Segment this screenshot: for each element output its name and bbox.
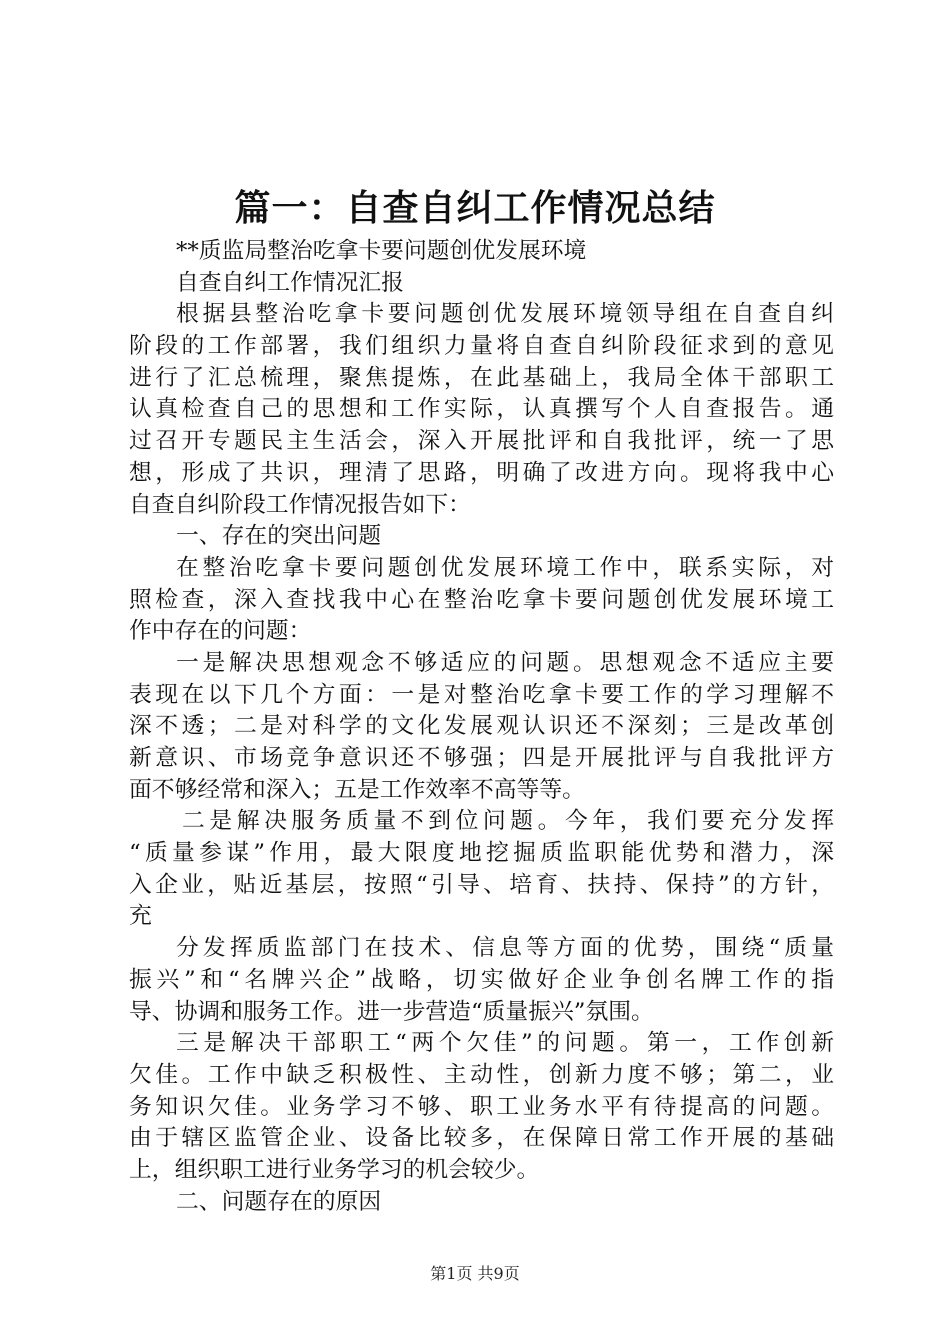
section-heading: 一、存在的突出问题 bbox=[176, 523, 382, 550]
paragraph-line: 面不够经常和深入；五是工作效率不高等等。 bbox=[129, 776, 585, 803]
paragraph-line: 作中存在的问题： bbox=[129, 618, 312, 645]
page-footer: 第1页 共9页 bbox=[430, 1264, 520, 1283]
paragraph-line: 新意识、市场竞争意识还不够强；四是开展批评与自我批评方 bbox=[129, 745, 834, 771]
paragraph-line: 由于辖区监管企业、设备比较多，在保障日常工作开展的基础 bbox=[129, 1125, 834, 1152]
paragraph-line: 根据县整治吃拿卡要问题创优发展环境领导组在自查自纠 bbox=[176, 301, 834, 328]
paragraph-line: 分发挥质监部门在技术、信息等方面的优势，围绕“质量 bbox=[176, 935, 834, 962]
paragraph-line: 二是解决服务质量不到位问题。今年，我们要充分发挥 bbox=[182, 808, 834, 835]
subtitle-line-1: **质监局整治吃拿卡要问题创优发展环境 bbox=[176, 238, 587, 264]
paragraph-line: 导、协调和服务工作。进一步营造“质量振兴”氛围。 bbox=[129, 998, 654, 1025]
paragraph-line: 入企业，贴近基层，按照“引导、培育、扶持、保持”的方针， bbox=[129, 871, 834, 898]
paragraph-line: 阶段的工作部署，我们组织力量将自查自纠阶段征求到的意见 bbox=[129, 333, 834, 360]
document-body bbox=[129, 236, 834, 1218]
paragraph-line: 认真检查自己的思想和工作实际，认真撰写个人自查报告。通 bbox=[129, 396, 834, 423]
paragraph-line: 充 bbox=[129, 903, 152, 930]
paragraph-line: 务知识欠佳。业务学习不够、职工业务水平有待提高的问题。 bbox=[129, 1093, 834, 1120]
paragraph-line: “质量参谋”作用，最大限度地挖掘质监职能优势和潜力，深 bbox=[129, 840, 834, 867]
paragraph-line: 欠佳。工作中缺乏积极性、主动性，创新力度不够；第二，业 bbox=[129, 1061, 834, 1088]
subtitle-line-2: 自查自纠工作情况汇报 bbox=[176, 269, 404, 296]
section-heading: 二、问题存在的原因 bbox=[176, 1188, 382, 1215]
paragraph-line: 三是解决干部职工“两个欠佳”的问题。第一，工作创新 bbox=[176, 1030, 834, 1057]
document-title: 篇一：自查自纠工作情况总结 bbox=[234, 187, 716, 229]
paragraph-line: 上，组织职工进行业务学习的机会较少。 bbox=[129, 1156, 540, 1183]
paragraph-line: 深不透；二是对科学的文化发展观认识还不深刻；三是改革创 bbox=[129, 713, 834, 740]
paragraph-line: 表现在以下几个方面：一是对整治吃拿卡要工作的学习理解不 bbox=[129, 681, 834, 708]
paragraph-line: 想，形成了共识，理清了思路，明确了改进方向。现将我中心 bbox=[129, 459, 834, 486]
paragraph-line: 一是解决思想观念不够适应的问题。思想观念不适应主要 bbox=[176, 649, 834, 676]
paragraph-line: 自查自纠阶段工作情况报告如下： bbox=[129, 491, 471, 518]
paragraph-line: 过召开专题民主生活会，深入开展批评和自我批评，统一了思 bbox=[129, 428, 834, 455]
paragraph-line: 振兴”和“名牌兴企”战略，切实做好企业争创名牌工作的指 bbox=[129, 966, 834, 993]
paragraph-line: 在整治吃拿卡要问题创优发展环境工作中，联系实际，对 bbox=[176, 554, 834, 581]
paragraph-line: 进行了汇总梳理，聚焦提炼，在此基础上，我局全体干部职工 bbox=[129, 364, 834, 391]
paragraph-line: 照检查，深入查找我中心在整治吃拿卡要问题创优发展环境工 bbox=[129, 586, 834, 613]
